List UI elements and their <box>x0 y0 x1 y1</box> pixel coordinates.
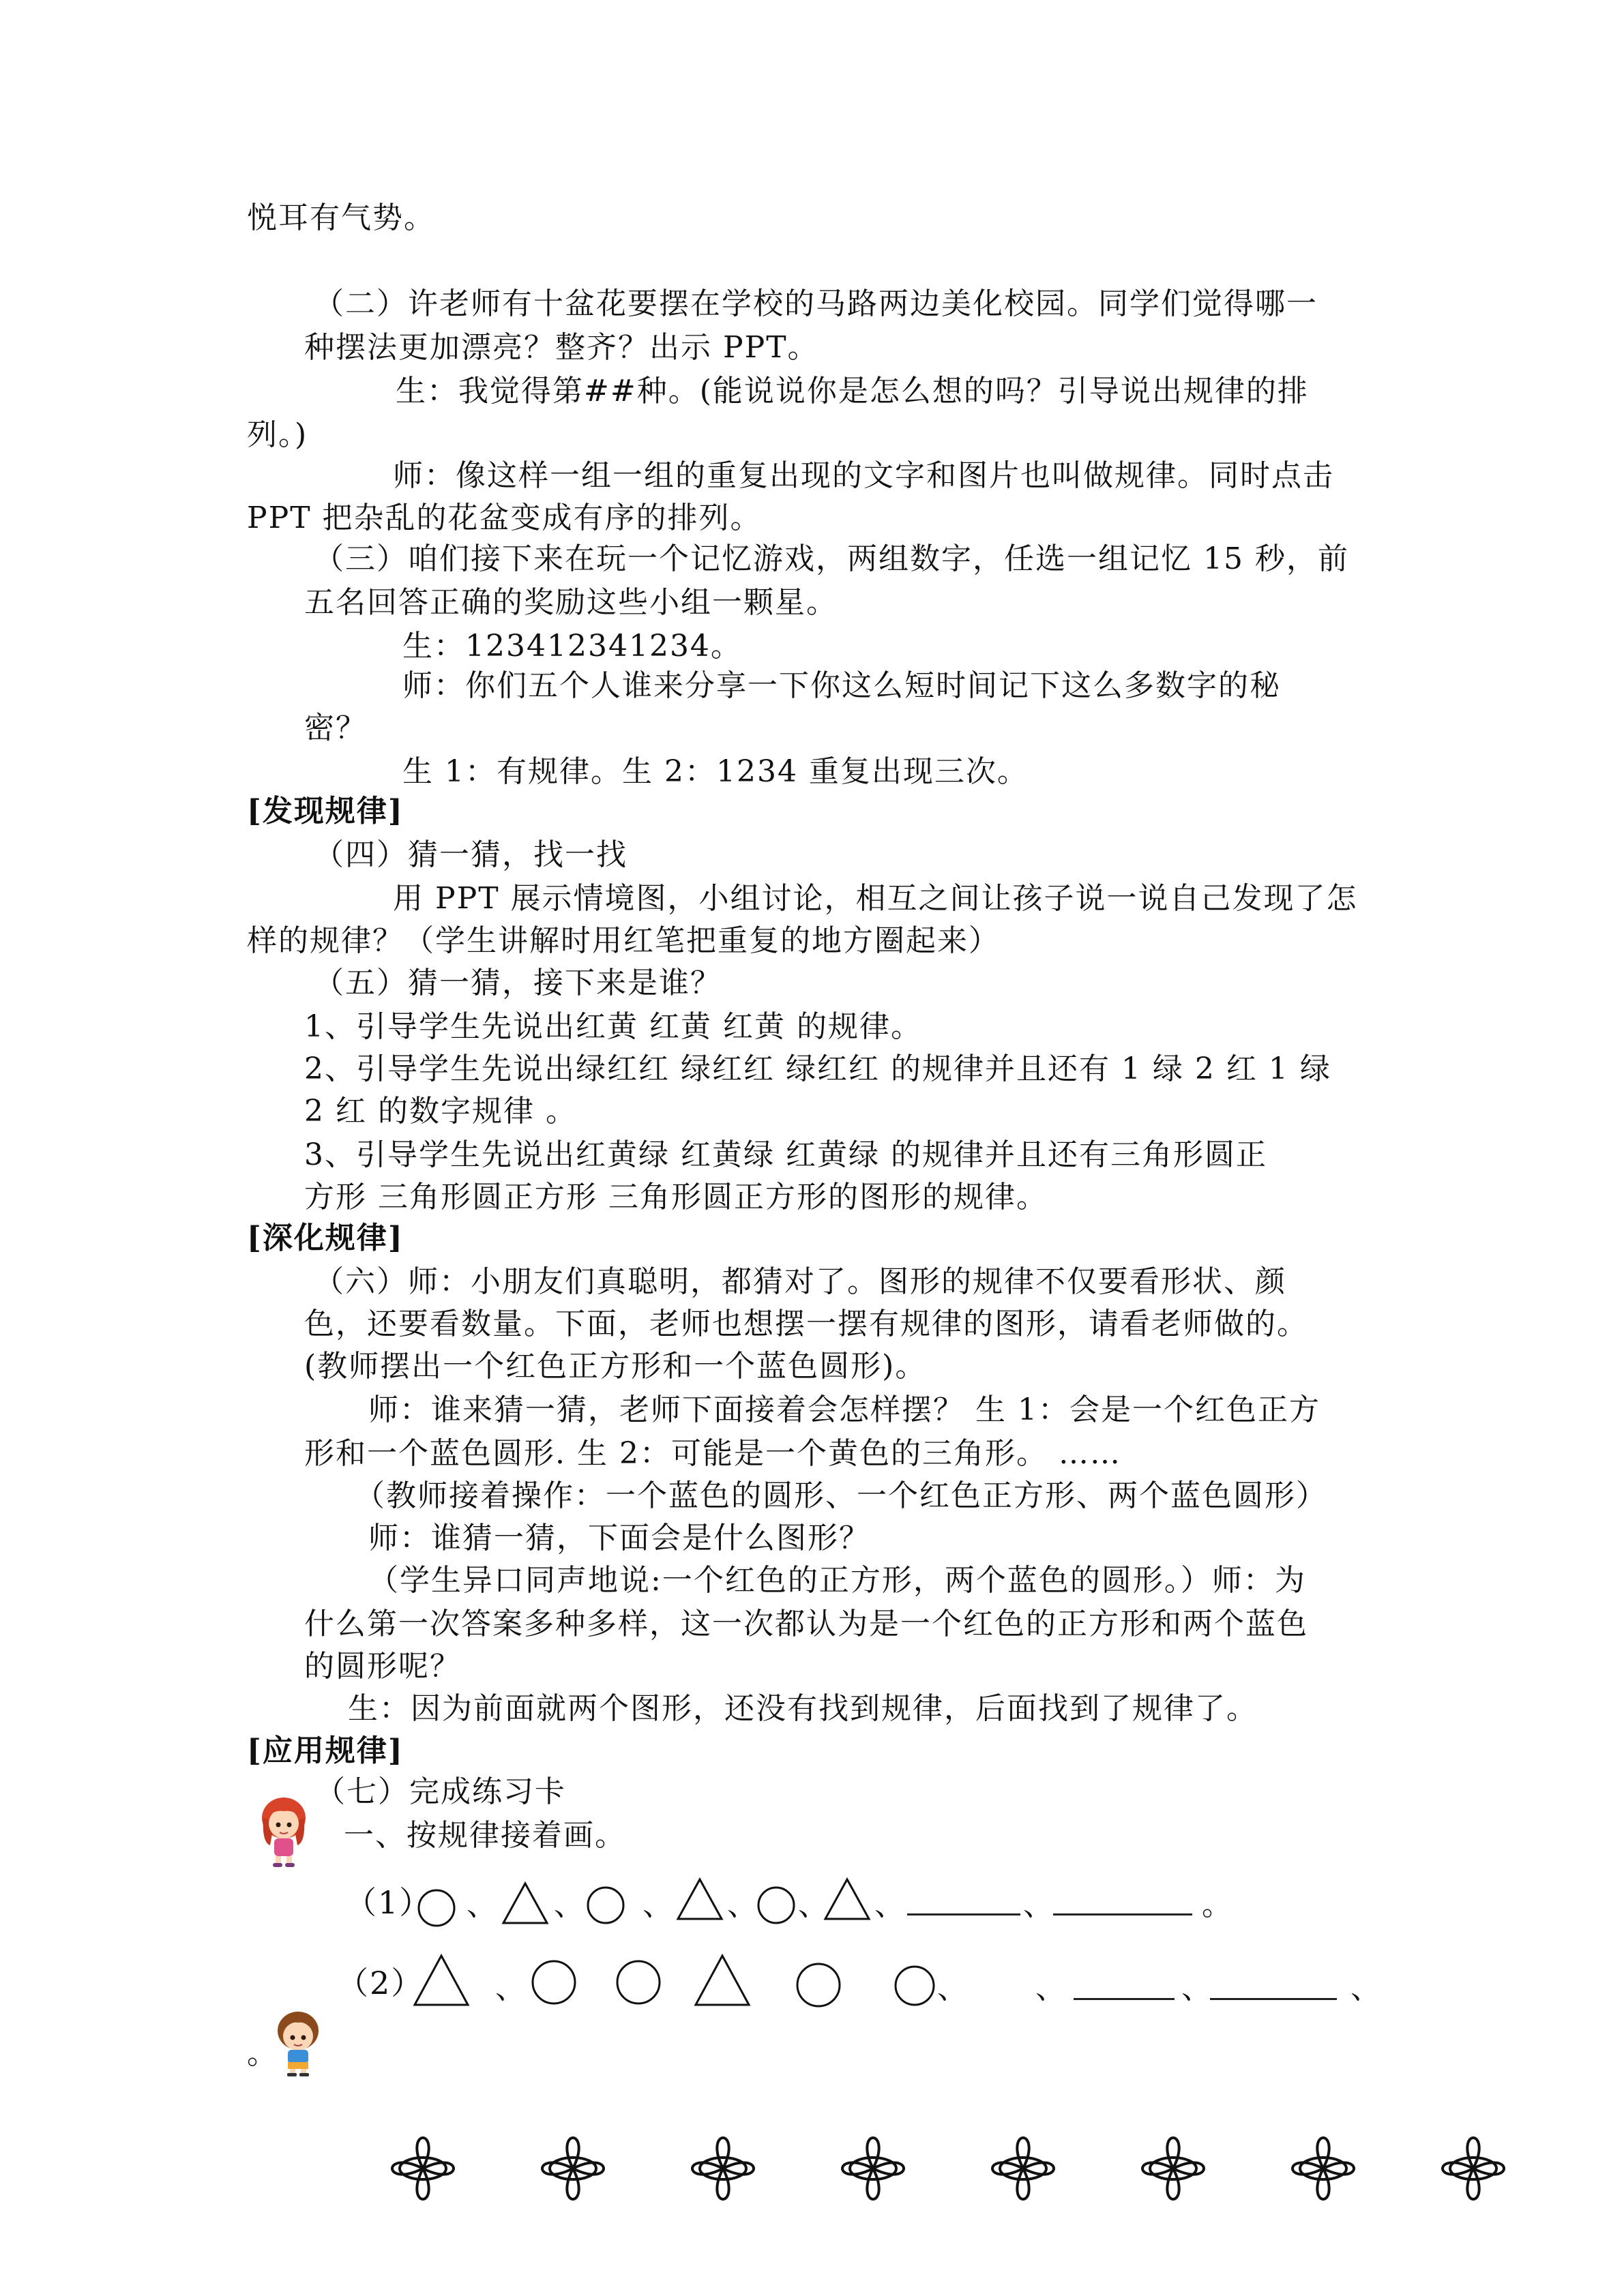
text-line: 形和一个蓝色圆形. 生 2：可能是一个黄色的三角形。 …… <box>304 1436 1121 1471</box>
flower-icon <box>505 2100 641 2237</box>
text-line: PPT 把杂乱的花盆变成有序的排列。 <box>247 501 762 535</box>
text-line: 生：因为前面就两个图形，还没有找到规律，后面找到了规律了。 <box>348 1691 1258 1726</box>
section-heading: [发现规律] <box>247 794 404 829</box>
separator: 、 <box>874 1888 906 1922</box>
separator: 、 <box>554 1888 585 1922</box>
text-line: （二）许老师有十盆花要摆在学校的马路两边美化校园。同学们觉得哪一 <box>314 286 1318 321</box>
circle-shape <box>584 1885 628 1926</box>
text-line: 师：你们五个人谁来分享一下你这么短时间记下这么多数字的秘 <box>402 668 1281 703</box>
text-line: 2 红 的数字规律 。 <box>304 1094 577 1129</box>
flower-icon <box>955 2100 1091 2237</box>
end-mark: 。 <box>247 2036 278 2071</box>
triangle-shape <box>823 1877 872 1922</box>
flower-border <box>355 2100 1555 2237</box>
exercise-1-label: （1） <box>345 1884 432 1921</box>
flower-icon <box>355 2100 491 2237</box>
exercise-2-label: （2） <box>337 1965 424 2001</box>
text-line: 方形 三角形圆正方形 三角形圆正方形的图形的规律。 <box>304 1180 1048 1214</box>
text-line: 1、引导学生先说出红黄 红黄 红黄 的规律。 <box>304 1009 922 1044</box>
flower-icon <box>1405 2100 1541 2237</box>
text-line: 师：像这样一组一组的重复出现的文字和图片也叫做规律。同时点击 <box>393 458 1334 493</box>
flower-icon <box>1105 2100 1241 2237</box>
text-line: 列。) <box>247 417 308 452</box>
separator: 、 <box>1350 1971 1382 2006</box>
circle-shape <box>614 1958 663 2006</box>
text-line: 生：我觉得第##种。(能说说你是怎么想的吗？引导说出规律的排 <box>396 374 1309 408</box>
text-line: 的圆形呢？ <box>304 1649 461 1684</box>
separator: 、 <box>1023 1888 1054 1922</box>
answer-blank[interactable] <box>1210 1998 1337 2000</box>
flower-icon <box>1255 2100 1391 2237</box>
section-heading: [深化规律] <box>247 1221 404 1255</box>
circle-shape <box>794 1961 843 2009</box>
triangle-shape <box>693 1953 752 2008</box>
text-line: 密？ <box>304 711 367 745</box>
text-line: （六）师：小朋友们真聪明，都猜对了。图形的规律不仅要看形状、颜 <box>314 1264 1286 1299</box>
text-line: （教师接着操作：一个蓝色的圆形、一个红色正方形、两个蓝色圆形） <box>355 1478 1327 1513</box>
flower-icon <box>805 2100 941 2237</box>
text-line: （七）完成练习卡 <box>315 1774 566 1809</box>
circle-shape <box>892 1964 937 2008</box>
text-line: 一、按规律接着画。 <box>344 1818 626 1853</box>
end-mark: 。 <box>1202 1888 1233 1922</box>
separator: 、 <box>798 1888 829 1922</box>
circle-shape <box>415 1888 458 1928</box>
separator: 、 <box>937 1971 969 2006</box>
section-heading: [应用规律] <box>247 1733 404 1768</box>
text-line: 色，还要看数量。下面，老师也想摆一摆有规律的图形，请看老师做的。 <box>304 1307 1308 1341</box>
circle-shape <box>529 1958 578 2006</box>
circle-shape <box>754 1885 798 1926</box>
answer-blank[interactable] <box>907 1913 1020 1915</box>
separator: 、 <box>467 1888 498 1922</box>
text-line: 用 PPT 展示情境图，小组讨论，相互之间让孩子说一说自己发现了怎 <box>393 881 1358 916</box>
separator: 、 <box>1035 1971 1067 2006</box>
boy-cartoon-icon <box>273 2008 323 2077</box>
triangle-shape <box>501 1881 550 1926</box>
text-line: 悦耳有气势。 <box>247 200 435 235</box>
text-line: 2、引导学生先说出绿红红 绿红红 绿红红 的规律并且还有 1 绿 2 红 1 绿 <box>304 1052 1331 1086</box>
text-line: 师：谁猜一猜，下面会是什么图形？ <box>368 1521 870 1555</box>
answer-blank[interactable] <box>1074 1998 1175 2000</box>
flower-icon <box>655 2100 791 2237</box>
text-line: （学生异口同声地说:一个红色的正方形，两个蓝色的圆形。）师：为 <box>368 1563 1306 1598</box>
triangle-shape <box>675 1877 724 1922</box>
separator: 、 <box>1181 1971 1213 2006</box>
triangle-shape <box>412 1953 471 2008</box>
text-line: 五名回答正确的奖励这些小组一颗星。 <box>304 585 838 620</box>
text-line: (教师摆出一个红色正方形和一个蓝色圆形)。 <box>304 1349 927 1384</box>
text-line: 师：谁来猜一猜，老师下面接着会怎样摆？ 生 1：会是一个红色正方 <box>368 1392 1320 1427</box>
text-line: 什么第一次答案多种多样，这一次都认为是一个红色的正方形和两个蓝色 <box>304 1607 1308 1641</box>
text-line: 生：123412341234。 <box>402 629 742 664</box>
text-line: 样的规律？（学生讲解时用红笔把重复的地方圈起来） <box>247 923 1000 958</box>
text-line: 3、引导学生先说出红黄绿 红黄绿 红黄绿 的规律并且还有三角形圆正 <box>304 1137 1267 1172</box>
answer-blank[interactable] <box>1053 1913 1192 1915</box>
text-line: （五）猜一猜，接下来是谁？ <box>314 966 722 1000</box>
girl-cartoon-icon <box>259 1795 308 1868</box>
separator: 、 <box>727 1888 758 1922</box>
separator: 、 <box>643 1888 674 1922</box>
text-line: 种摆法更加漂亮？整齐？出示 PPT。 <box>304 330 819 365</box>
text-line: 生 1：有规律。生 2：1234 重复出现三次。 <box>402 754 1029 789</box>
separator: 、 <box>495 1971 527 2006</box>
text-line: （四）猜一猜，找一找 <box>314 837 628 872</box>
text-line: （三）咱们接下来在玩一个记忆游戏，两组数字，任选一组记忆 15 秒，前 <box>314 541 1349 576</box>
